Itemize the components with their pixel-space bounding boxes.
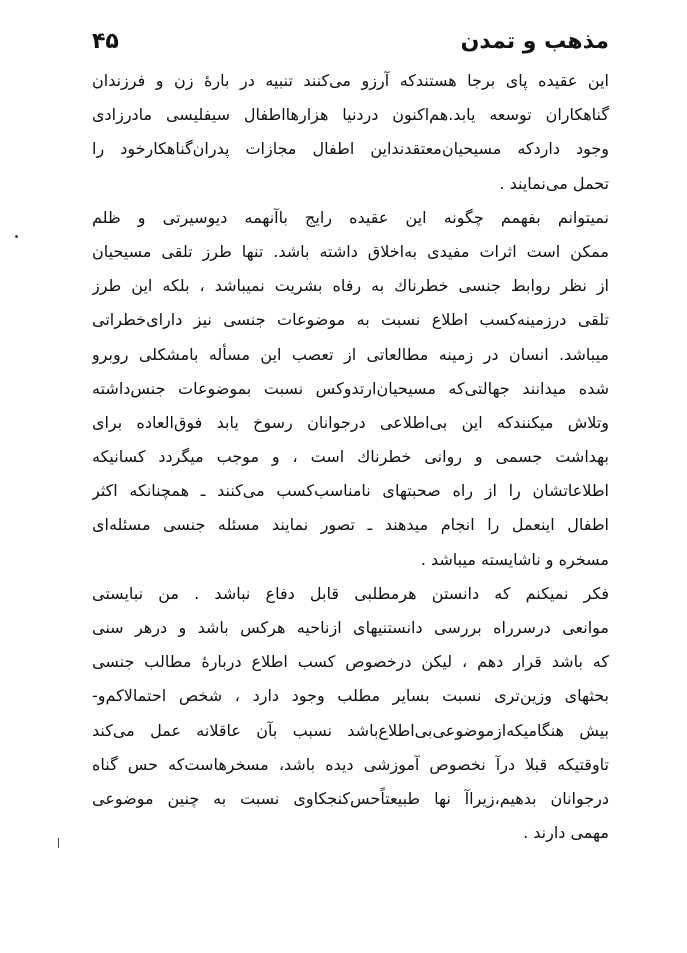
page-header xyxy=(92,22,609,62)
text-line: نمیتوانم بفهمم چگونه این عقیده رایج باآنهمه دیوسیرتی و ظلم xyxy=(92,207,609,227)
text-line: تحمل می‌نمایند . xyxy=(499,173,609,193)
text-line: مهمی دارند . xyxy=(523,823,609,843)
text-line: اطفال اینعمل را انجام میدهند ـ تصور نمایند مسئله جنسی مسئله‌ای xyxy=(92,515,609,535)
text-line: که باشد قرار دهم ، لیکن درخصوص کسب اطلاع دربارهٔ مطالب جنسی xyxy=(92,652,609,672)
text-line: تاوقتیکه قبلا درآ نخصوص آموزشی دیده باشد، مسخرهاست‌که حس گناه xyxy=(92,754,609,774)
text-line: تلقی درزمینه‌کسب اطلاع نسبت به موضوعات جنسی نیز دارای‌خطراتی xyxy=(92,310,609,330)
text-line: درجوانان بدهیم،زیراآ نها طبیعتاًحس‌کنجکاوی نسبت به چنین موضوعی xyxy=(92,788,609,808)
text-line: وتلاش میکنندکه این بی‌اطلاعی درجوانان رسوخ یابد فوق‌العاده برای xyxy=(92,412,609,432)
text-line: گناهکاران توسعه یابد.هم‌اکنون دردنیا هزارهااطفال سیفلیسی مادرزادی xyxy=(92,105,609,125)
text-line: ممکن است اثرات مفیدی به‌اخلاق داشته باشد. تنها طرز تلقی مسیحیان xyxy=(92,241,609,261)
text-line: بحثهای وزین‌تری نسبت بسایر مطلب وجود دارد ، شخص احتمالاکم‌و- xyxy=(92,686,609,706)
text-line: شده میدانند جهالتی‌که مسیحیان‌ارتدوکس نسبت بموضوعات جنس‌داشته xyxy=(92,378,609,398)
page-number: ۴۵ xyxy=(92,29,119,54)
text-line: میباشد. انسان در زمینه مطالعاتی از تعصب این مسأله بامشکلی روبرو xyxy=(92,344,609,364)
running-title: مذهب و تمدن xyxy=(460,29,609,54)
text-line: بهداشت جسمی و روانی خطرناك است ، و موجب میگردد کسانیکه xyxy=(92,447,609,467)
text-line: از نظر روابط جنسی خطرناك به رفاه بشریت نمیباشد ، بلکه این طرز xyxy=(92,276,609,296)
text-line: موانعی درسرراه بررسی دانستنیهای ازناحیه هرکس باشد و درهر سنی xyxy=(92,618,609,637)
text-line: وجود داردکه مسیحیان‌معتقدنداین اطفال مجازات پدران‌گناهکارخود را xyxy=(92,139,609,159)
text-line: مسخره و ناشایسته میباشد . xyxy=(420,549,609,569)
paragraph-3 xyxy=(92,577,609,851)
body-text xyxy=(92,64,609,850)
text-line: فکر نمیکنم که دانستن هرمطلبی قابل دفاع نباشد . من نبایستی xyxy=(92,583,609,603)
text-line: بیش هنگامیکه‌ازموضوعی‌بی‌اطلاع‌باشد نسبب بآن عاقلانه عمل می‌کند xyxy=(92,720,609,740)
scan-speck xyxy=(58,838,59,848)
paragraph-1 xyxy=(92,64,609,201)
text-line: اطلاعاتشان را از راه صحبتهای نامناسب‌کسب می‌کنند ـ همچنانکه اکثر xyxy=(92,481,609,501)
paragraph-2 xyxy=(92,201,609,577)
text-line: این عقیده پای برجا هستندکه آرزو می‌کنند تنبیه در بارهٔ زن و فرزندان xyxy=(92,71,609,90)
scan-speck xyxy=(15,235,18,238)
